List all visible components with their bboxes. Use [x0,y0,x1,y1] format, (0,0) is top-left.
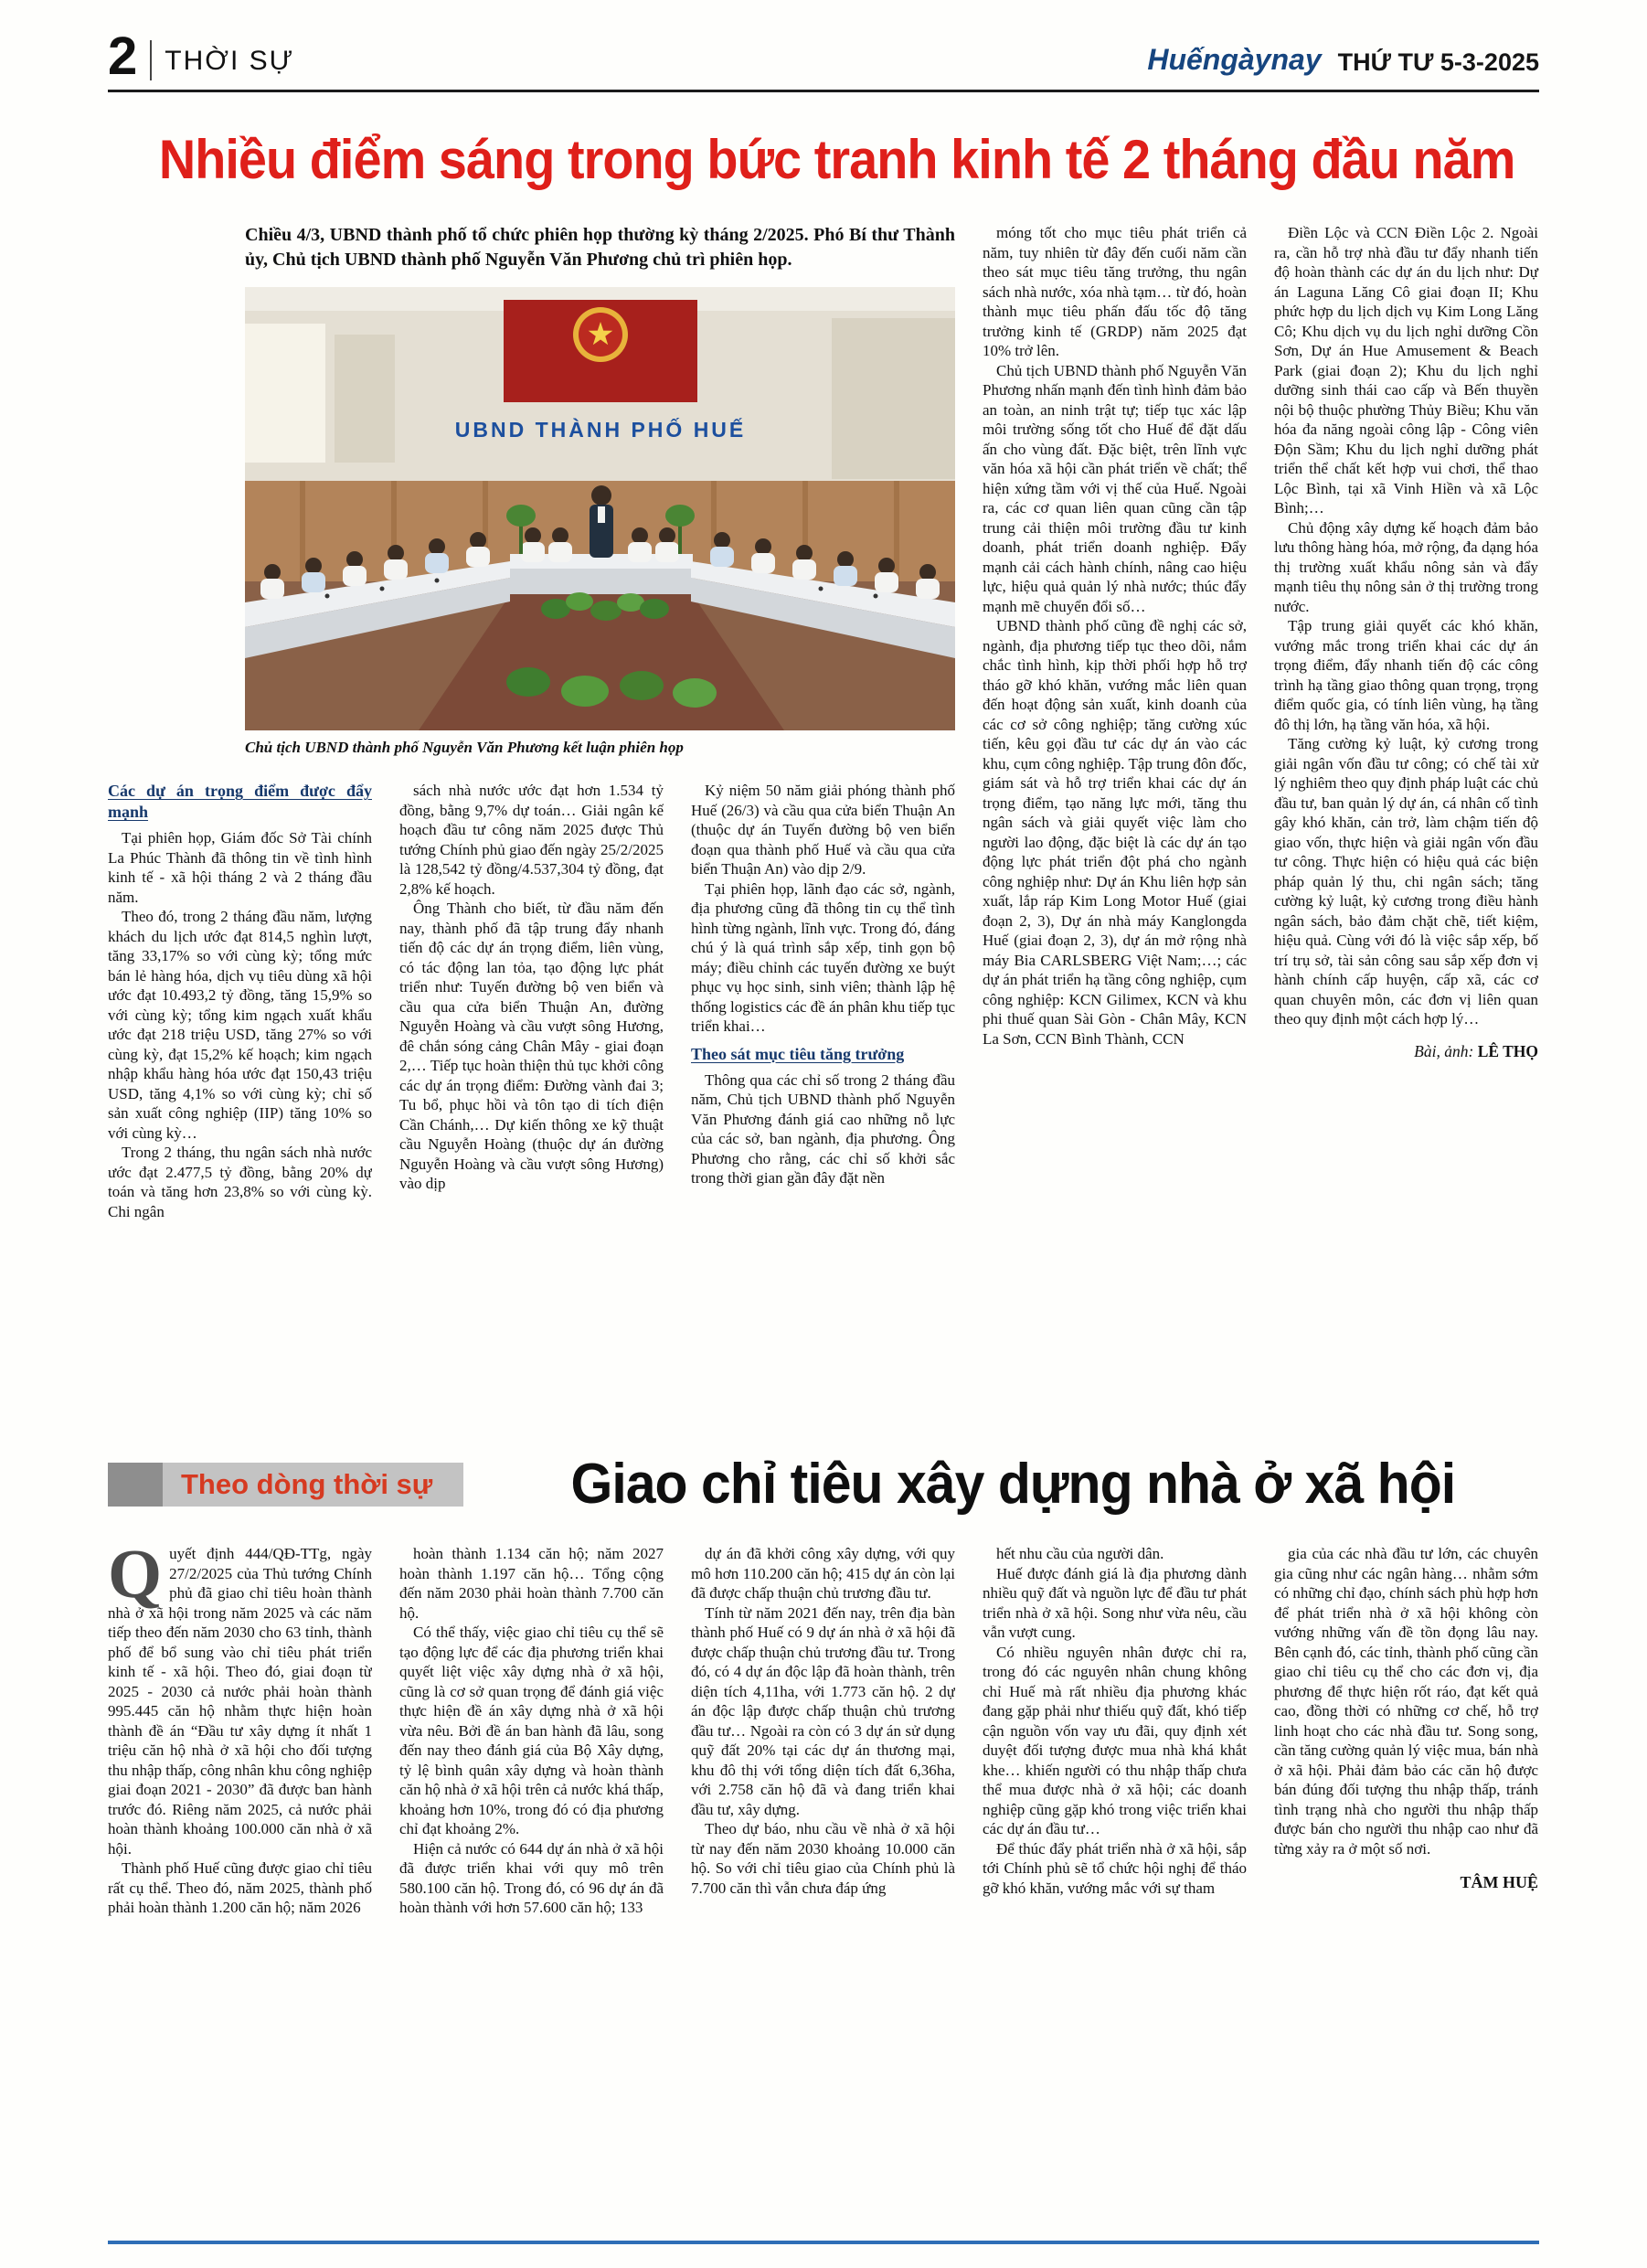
byline-label: Bài, ảnh: [1414,1041,1474,1060]
paragraph: hết nhu cầu của người dân. [996,1545,1164,1563]
paragraph: Hiện cả nước có 644 dự án nhà ở xã hội đã được triển khai với quy mô trên 580.100 căn hộ. Trong đó, có 96 dự án đã hoàn thành với hơn 57.600 căn hộ; 133 [399,1839,664,1917]
article2-column-2-text [399,1544,664,1918]
paragraph: móng tốt cho mục tiêu phát triển cả năm, tuy nhiên từ đây đến cuối năm cần theo sát mục tiêu tăng trưởng, thu ngân sách nhà nước, xóa nhà tạm… từ đó, hoàn thành mục tiêu phấn đấu tốc độ tăng trưởng kinh tế (GRDP) năm 2025 đạt 10% trở lên. [983,224,1247,360]
paragraph: Ông Thành cho biết, từ đầu năm đến nay, thành phố đã tập trung đẩy nhanh tiến độ các dự án trọng điểm, liên vùng, có tác động lan tỏa, tạo động lực phát triển như: Tuyến đường bộ ven biển và cầu qua cửa biển Thuận An, đường Nguyễn Hoàng và cầu vượt sông Hương, đê chắn sóng cảng Chân Mây - giai đoạn 2,… Tiếp tục hoàn thiện thủ tục khởi công các dự án trọng điểm: Đường vành đai 3; Tu bổ, phục hồi và tôn tạo di tích điện Cần Chánh,… Dự kiến thông xe kỹ thuật cầu Nguyễn Hoàng (thuộc dự án đường Nguyễn Hoàng và cầu vượt sông Hương) vào dịp [399,900,664,1193]
paragraph: Kỷ niệm 50 năm giải phóng thành phố Huế (26/3) và cầu qua cửa biển Thuận An (thuộc dự án Tuyến đường bộ ven biển đoạn qua thành phố Huế và cầu qua cửa biển Thuận An) vào dịp 2/9. [691,782,955,878]
article2-column-5-text [1274,1544,1538,1858]
paragraph: Thành phố Huế cũng được giao chỉ tiêu rất cụ thể. Theo đó, năm 2025, thành phố phải hoàn thành 1.200 căn hộ; năm 2026 [108,1859,372,1917]
article2-column-2 [399,1544,664,2147]
paragraph: dự án đã khởi công xây dựng, với quy mô hơn 110.200 căn hộ; 415 dự án còn lại đã được chấp thuận chủ trương đầu tư. [691,1545,955,1603]
article2-column-1-text [108,1858,372,1918]
article1-column-3-text-a [691,781,955,1037]
article1-headline: Nhiều điểm sáng trong bức tranh kinh tế 2 tháng đầu năm [158,129,1515,191]
paragraph: gia của các nhà đầu tư lớn, các chuyên gia cũng như các ngân hàng… nhằm sớm có những chỉ đạo, chính sách phù hợp hơn để phát triển nhà ở xã hội không còn vướng những vấn đề tồn đọng lâu nay. Bên cạnh đó, các tỉnh, thành phố cũng cần giao chỉ tiêu cụ thể cho các đơn vị, địa phương để thực hiện rốt ráo, đạt kết quả cao, đồng thời có những cơ chế, hỗ trợ linh hoạt cho các nhà đầu tư. Song song, cần tăng cường quản lý việc mua, bán nhà ở xã hội. Phải đảm bảo các căn hộ được bán đúng đối tượng thu nhập thấp, tránh tình trạng nhà cho người thu nhập thấp được bán cho người thu nhập cao như đã từng xảy ra ở một số nơi. [1274,1545,1538,1858]
article1-subhead-2: Theo sát mục tiêu tăng trưởng [691,1044,905,1063]
article1-column-2-text [399,781,664,1194]
kicker-block [108,1463,163,1507]
article2-column-1 [108,1544,372,2147]
section-title: THỜI SỰ [165,46,295,77]
page-number: 2 [108,27,138,86]
paragraph: hoàn thành 1.134 căn hộ; năm 2027 hoàn thành 1.197 căn hộ… Tổng cộng đến năm 2030 phải hoàn thành 7.700 căn hộ. [399,1545,664,1622]
paragraph: Huế được đánh giá là địa phương dành nhiều quỹ đất và nguồn lực để đầu tư phát triển nhà ở xã hội. Song như vừa nêu, cầu vẫn vượt cung. [983,1564,1247,1642]
paragraph: UBND thành phố cũng đề nghị các sở, ngành, địa phương tiếp tục theo dõi, nắm chắc tình hình, kịp thời phối hợp hỗ trợ tháo gỡ khó khăn, vướng mắc liên quan đến hoạt động sản xuất, kinh doanh của các cơ sở công nghiệp; tăng cường xúc tiến, kêu gọi đầu tư các dự án vào các khu, cụm công nghiệp. Tập trung đôn đốc, giám sát và hỗ trợ triển khai các dự án trọng điểm, tạo năng lực mới, tăng thu ngân sách và giải quyết việc làm cho người lao động, đặc biệt là các dự án tạo động lực phát triển đột phá cho ngành công nghiệp như: Dự án Khu liên hợp sản xuất, lắp ráp Kim Long Motor Huế (giai đoạn 2, 3), Dự án nhà máy Kanglongda Huế (giai đoạn 2, 3), dự án mở rộng nhà máy Bia CARLSBERG Việt Nam;…; các dự án phát triển hạ tầng công nghiệp, cụm công nghiệp: KCN Gilimex, KCN và khu phi thuế quan Sài Gòn - Chân Mây, KCN La Sơn, CCN Bình Thành, CCN [983,617,1247,1048]
bottom-rule [108,2241,1539,2244]
article2-column-4 [983,1544,1247,2147]
byline-author: LÊ THỌ [1477,1041,1538,1060]
paragraph: Tính từ năm 2021 đến nay, trên địa bàn thành phố Huế có 9 dự án nhà ở xã hội đã được chấp thuận chủ trương đầu tư. Trong đó, có 4 dự án độc lập đã hoàn thành, trên diện tích 4,11ha, với 1.773 căn hộ. 2 dự án độc lập được chấp thuận chủ trương đầu tư… Ngoài ra còn có 3 dự án sử dụng quỹ đất 20% tại các dự án thương mại, khu đô thị với tổng diện tích đất 6,36ha, với 2.758 căn hộ đã và đang triển khai đầu tư, xây dựng. [691,1603,955,1818]
article1-column-4-text [983,223,1247,1049]
article2-byline: TÂM HUỆ [1460,1873,1538,1892]
header-right [1147,43,1539,80]
paragraph: Tại phiên họp, Giám đốc Sở Tài chính La Phúc Thành đã thông tin về tình hình kinh tế - xã hội tháng 2 và 2 tháng đầu năm. [108,829,372,906]
article2-column-3 [691,1544,955,2147]
meeting-photo-illustration [245,287,955,730]
article1-column-2 [399,781,664,1373]
article2-column-4-text [983,1544,1247,1898]
drop-cap: Q [108,1544,163,1613]
article2-column-3-text [691,1544,955,1898]
header-divider [150,40,152,80]
paragraph: Chủ động xây dựng kế hoạch đảm bảo lưu thông hàng hóa, mở rộng, đa dạng hóa thị trường xuất khẩu nông sản và đẩy mạnh tiêu thụ nông sản ở thị trường trong nước. [1274,518,1538,615]
article1-column-5 [1274,223,1538,1411]
kicker-label: Theo dòng thời sự [181,1467,433,1500]
article1-lead: Chiều 4/3, UBND thành phố tổ chức phiên họp thường kỳ tháng 2/2025. Phó Bí thư Thành ủy, Chủ tịch UBND thành phố Nguyễn Văn Phương chủ trì phiên họp. [245,225,955,271]
page-header [108,27,1539,92]
header-left [108,27,295,86]
article1-lead-photo-block [245,223,955,757]
paragraph: Thông qua các chỉ số trong 2 tháng đầu năm, Chủ tịch UBND thành phố Nguyễn Văn Phương đánh giá cao những nỗ lực của các sở, ban ngành, địa phương. Ông Phương cho rằng, các chỉ số khởi sắc trong thời gian gần đây đặt nền [691,1070,955,1187]
masthead-logo: Huếngàynay [1147,43,1322,77]
paragraph: Có thể thấy, việc giao chỉ tiêu cụ thể sẽ tạo động lực để các địa phương triển khai quyết liệt việc xây dựng nhà ở xã hội, cũng là cơ sở quan trọng để đánh giá việc thực hiện đề án xây dựng nhà ở xã hội vừa nêu. Bởi đề án ban hành đã lâu, song đến nay theo đánh giá của Bộ Xây dựng, tỷ lệ bình quân xây dựng và hoàn thành căn hộ nhà ở xã hội trên cả nước khá thấp, khoảng hơn 10%, trong đó có địa phương chỉ đạt khoảng 2%. [399,1624,664,1838]
paragraph: Tăng cường kỷ luật, kỷ cương trong giải ngân vốn đầu tư công; có chế tài xử lý nghiêm theo quy định pháp luật các chủ đầu tư, ban quản lý dự án, cá nhân cố tình gây khó khăn, cản trở, làm chậm tiến độ giao vốn, thực hiện và giải ngân vốn đầu tư công. Thực hiện có hiệu quả các biện pháp quản lý thu, chi ngân sách; tăng cường kỷ luật, kỷ cương trong điều hành ngân sách, bảo đảm chặt chẽ, tiết kiệm, hiệu quả. Cùng với đó là việc sắp xếp, bố trí trụ sở, tài sản công sau sắp xếp đơn vị hành chính cấp huyện, cấp xã, các cơ quan chuyên môn, các đơn vị liên quan theo quy định một cách hợp lý… [1274,735,1538,1028]
photo-caption: Chủ tịch UBND thành phố Nguyễn Văn Phương kết luận phiên họp [245,739,684,757]
article1-body [108,223,1539,1411]
article1-columns-1-3 [108,781,955,1373]
article1-column-4 [983,223,1247,1411]
article1-column-3 [691,781,955,1373]
article2-header [108,1452,1539,1517]
paragraph: Trong 2 tháng, thu ngân sách nhà nước ước đạt 2.477,5 tỷ đồng, bằng 20% dự toán và tăng hơn 23,8% so với cùng kỳ. Chi ngân [108,1144,372,1220]
article1-column-5-text [1274,223,1538,1029]
article1-subhead-1: Các dự án trọng điểm được đẩy mạnh [108,782,372,822]
article2-body [108,1544,1539,2147]
paragraph: Tại phiên họp, lãnh đạo các sở, ngành, địa phương cũng đã thông tin cụ thể tình hình từng ngành, lĩnh vực. Trong đó, đáng chú ý là quá trình sắp xếp, tinh gọn bộ máy; điều chỉnh các tuyến đường xe buýt phục vụ học sinh, sinh viên; thành lập hệ thống logistics các đề án phân khu tiếp tục triển khai… [691,879,955,1036]
paragraph: Có nhiều nguyên nhân được chỉ ra, trong đó các nguyên nhân chung không chỉ Huế mà rất nhiều địa phương khác đang gặp phải như thiếu quỹ đất, khó tiếp cận nguồn vốn vay ưu đãi, quy định xét duyệt đối tượng được mua nhà khá khắt khe… khiến người có thu nhập thấp chưa thể mua được nhà ở xã hội; các doanh nghiệp cũng gặp khó trong việc triển khai các dự án đầu tư… [983,1643,1247,1838]
kicker-label-bar [163,1463,463,1507]
kicker-bar [108,1463,463,1507]
article1-column-3-text-b [691,1070,955,1188]
paragraph: Theo đó, trong 2 tháng đầu năm, lượng khách du lịch ước đạt 814,5 nghìn lượt, tăng 33,17% so với cùng kỳ; tổng mức bán lẻ hàng hóa, dịch vụ tiêu dùng xã hội ước đạt 10.493,2 tỷ đồng, tăng 15,9% so với cùng kỳ; tổng kim ngạch xuất khẩu ước đạt 218 triệu USD, tăng 27% so với cùng kỳ, đạt 15,2% kế hoạch; kim ngạch nhập khẩu hàng hóa ước đạt 150,43 triệu USD, tăng 4,1% so với cùng kỳ; chỉ số sản xuất công nghiệp (IIP) tăng 10% so với cùng kỳ… [108,908,372,1142]
paragraph: Chủ tịch UBND thành phố Nguyễn Văn Phương nhấn mạnh đến tình hình đảm bảo an toàn, an ninh trật tự; tiếp tục xác lập môi trường sống tốt cho Huế để đặt dấu ấn cho vùng đất. Đặc biệt, trên lĩnh vực văn hóa xã hội cần phát triển về chất; thể hiện xứng tầm với vị thế của Huế. Ngoài ra, các cơ quan liên quan cũng cần tập trung cải thiện môi trường đầu tư kinh doanh, phát triển doanh nghiệp. Đẩy mạnh cải cách hành chính, nâng cao hiệu lực, hiệu quả quản lý nhà nước; thúc đẩy mạnh mẽ chuyển đổi số… [983,361,1247,615]
paragraph: Tập trung giải quyết các khó khăn, vướng mắc trong triển khai các dự án trọng điểm, đẩy nhanh tiến độ các công trình hạ tầng giao thông quan trọng, trọng điểm quốc gia, có tính liên vùng, hạ tầng đô thị lớn, hạ tầng văn hóa, xã hội. [1274,617,1538,733]
article1-byline [1274,1042,1538,1062]
first-paragraph-text: uyết định 444/QĐ-TTg, ngày 27/2/2025 của Thủ tướng Chính phủ đã giao chỉ tiêu hoàn thành nhà ở xã hội trong năm 2025 và các năm tiếp theo đến năm 2030 cho 63 tỉnh, thành phố để bổ sung vào chỉ tiêu phát triển kinh tế - xã hội. Theo đó, giai đoạn từ 2025 - 2030 cả nước phải hoàn thành 995.445 căn hộ nhằm thực hiện hoàn thành đề án “Đầu tư xây dựng ít nhất 1 triệu căn hộ nhà ở xã hội cho đối tượng thu nhập thấp, công nhân khu công nghiệp giai đoạn 2021 - 2030” đã được ban hành trước đó. Riêng năm 2025, cả nước phải hoàn thành khoảng 100.000 căn nhà ở xã hội. [108,1545,372,1858]
issue-date: THỨ TƯ 5-3-2025 [1337,48,1539,77]
photo-banner-text: UBND THÀNH PHỐ HUẾ [454,418,747,442]
chairman-figure [591,485,611,506]
article1-left-group [108,223,955,1411]
article2-first-paragraph [108,1544,372,1858]
article2-column-5 [1274,1544,1538,2147]
paragraph: Điền Lộc và CCN Điền Lộc 2. Ngoài ra, cần hỗ trợ nhà đầu tư đẩy nhanh tiến độ hoàn thành các dự án du lịch như: Dự án Laguna Lăng Cô giai đoạn II; Khu phức hợp du lịch dịch vụ Kim Long Lăng Cô; Khu dịch vụ du lịch nghỉ dưỡng Cồn Sơn, Dự án Hue Amusement & Beach Park (giai đoạn 2); Khu du lịch nghỉ dưỡng sinh thái cao cấp và Bến thuyền nội bộ thuộc phường Thủy Biều; Khu văn hóa đa năng ngoài công lập - Công viên Độn Sầm; Khu du lịch nghỉ dưỡng phát triển thể chất kết hợp vui chơi, thể thao Lộc Bình, tại xã Vinh Hiền và xã Lộc Bình;… [1274,224,1538,517]
paragraph: Để thúc đẩy phát triển nhà ở xã hội, sắp tới Chính phủ sẽ tổ chức hội nghị để tháo gỡ khó khăn, vướng mắc với sự tham [983,1839,1247,1897]
article2-headline: Giao chỉ tiêu xây dựng nhà ở xã hội [570,1453,1456,1517]
article1-column-1 [108,781,372,1373]
meeting-photo [245,287,955,730]
paragraph: Theo dự báo, nhu cầu về nhà ở xã hội từ nay đến năm 2030 khoảng 10.000 căn hộ. So với chỉ tiêu giao của Chính phủ là 7.700 căn thì vẫn chưa đáp ứng [691,1820,955,1897]
article1-column-1-text [108,828,372,1221]
paragraph: sách nhà nước ước đạt hơn 1.534 tỷ đồng, bằng 9,7% dự toán… Giải ngân kế hoạch đầu tư công năm 2025 được Thủ tướng Chính phủ giao đến ngày 25/2/2025 là 128,542 tỷ đồng/4.537,304 tỷ đồng, đạt 2,8% kế hoạch. [399,782,664,898]
